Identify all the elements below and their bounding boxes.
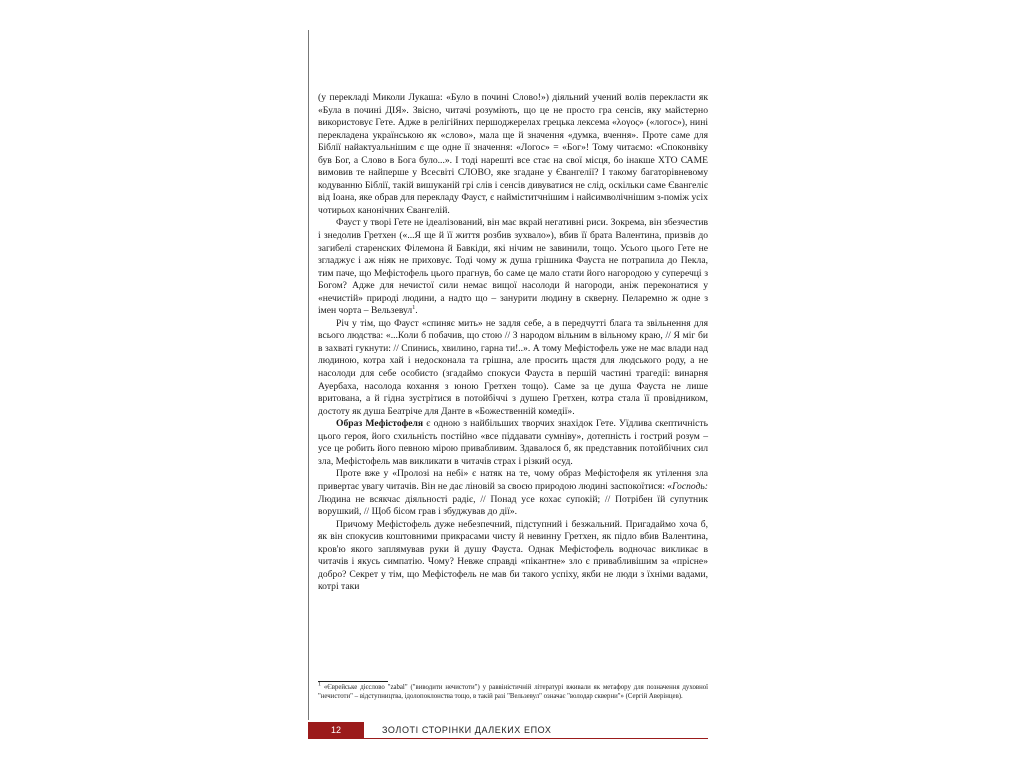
margin-rule [308,30,309,720]
paragraph: Причому Мефістофель дуже небезпечний, підступний і безжальний. Пригадаймо хоча б, як він спокусив коштовними прикрасами чисту й невинну Гретхен, як підло вбив Валентина, кров'ю якого заплямував руки й душу Фауста. Однак Мефістофель водночас викликає в читачів і якусь симпатію. Чому? Невже справді «пікантне» зло є привабливішим за «прісне» добро? Секрет у тім, що Мефістофель не мав би такого успіху, якби не люди з їхніми вадами, котрі таки [318,518,708,593]
page-number-badge [308,722,364,739]
paragraph: Проте вже у «Пролозі на небі» є натяк на те, чому образ Мефістофеля як утілення зла привертає увагу читачів. Він не дає ліновій за своєю природою людині заспокоїтися: «Господь: Людина не всякчас діяльності радіє, // Понад усе кохає супокій; // Потрібен їй супутник ворушкий, // Щоб бісом грав і збуджував до дії». [318,468,708,518]
footnote-divider [318,681,388,682]
running-footer-title: ЗОЛОТІ СТОРІНКИ ДАЛЕКИХ ЕПОХ [382,725,552,735]
article-body [318,92,708,594]
section-heading: Образ Мефістофеля [336,418,424,430]
paragraph: Річ у тім, що Фауст «спиняє мить» не задля себе, а в передчутті блага та звільнення для всього людства: «...Коли б побачив, що стою // З народом вільним в вільному краю, // Я міг би в захваті гукнути: // Спинись, хвилино, гарна ти!..». А тому Мефістофель уже не має влади над людиною, котра хай і недосконала та грішна, але просить щастя для людського роду, а не насолоди для себе особисто (згадаймо спокуси Фауста в першій частині трагедії: винарня Ауербаха, насолода кохання з юною Гретхен тощо). Саме за це душа Фауста не лише вритована, а й гідна зустрітися в потойбіччі з душею Гретхен, котра стала її провідником, достоту як душа Беатріче для Данте в «Божественній комедії». [318,317,708,417]
paragraph: Фауст у творі Гете не ідеалізований, він має вкрай негативні риси. Зокрема, він збезчестив і знедолив Гретхен («...Я ще й її життя розбив зухвало»), вбив її брата Валентина, призвів до загибелі старенских Філемона й Бавкіди, які нічим не завинили, тощо. Усього цього Гете не згладжує і аж ніяк не приховує. Тоді чому ж душа грішника Фауста не потрапила до Пекла, тим паче, що Мефістофель цього прагнув, бо саме це мало стати його нагородою у суперечці з Богом? Адже для нечистої сили немає вищої насолоди й нагороди, аніж переконатися у «нечистій» природі людини, а надто що – занурити людину в скверну. Пеларемно ж одне з імен чорта – Вельзевул$^1$. [318,217,708,317]
footer-rule [364,738,708,739]
paragraph: Образ Мефістофеля є одною з найбільших творчих знахідок Гете. Уїдлива скептичність цього героя, його схильність постійно «все піддавати сумніву», дотепність і гострий розум – усе це робить його певною мірою привабливим. Здавалося б, як представник потойбічних сил зла, Мефістофель мав викликати в читачів страх і різкий осуд. [318,418,708,467]
footnote-text: «Єврейське дієслово "zabal" ("виводити нечистоти") у раввіністичній літературі вживали як метафору для позначення духовної "нечистоти" – відступництва, ідолопоклонства тощо, в такій разі "Вельзевул" означає "володар скверни"» (Сергій Аверінцев). [318,684,708,700]
footnote-ref[interactable]: 1 [412,305,416,312]
speaker-label: Господь: [672,480,708,492]
footnote [318,681,708,701]
footnote-marker: 1 [318,681,321,688]
page-number: 12 [330,725,341,735]
paragraph: (у перекладі Миколи Лукаша: «Було в почині Слово!») діяльний учений волів перекласти як «Була в почині ДІЯ». Звісно, читачі розуміють, що це не просто гра сенсів, яку майстерно використовує Гете. Адже в релігійних першоджерелах грецька лексема «λογος» («логос»), нині перекладена українською як «слово», мала ще й значення «думка, вчення». Проте саме для Біблії найактуальнішим є ще одне її значення: «Логос» = «Бог»! Тому читаємо: «Споконвіку був Бог, а Слово в Бога було...». І тоді нарешті все стає на свої місця, бо інакше ХТО САМЕ вимовив те найперше у Всесвіті СЛОВО, яке згадане у Євангелії? І такому багаторівневому кодуванню Біблії, такій вишуканій грі слів і сенсів дивуватися не слід, оскільки саме Євангеліє від Іоана, яке обрав для перекладу Фауст, є найміститчнішим і найсимволічнішим з-поміж усіх чотирьох канонічних Євангелій. [318,92,708,216]
